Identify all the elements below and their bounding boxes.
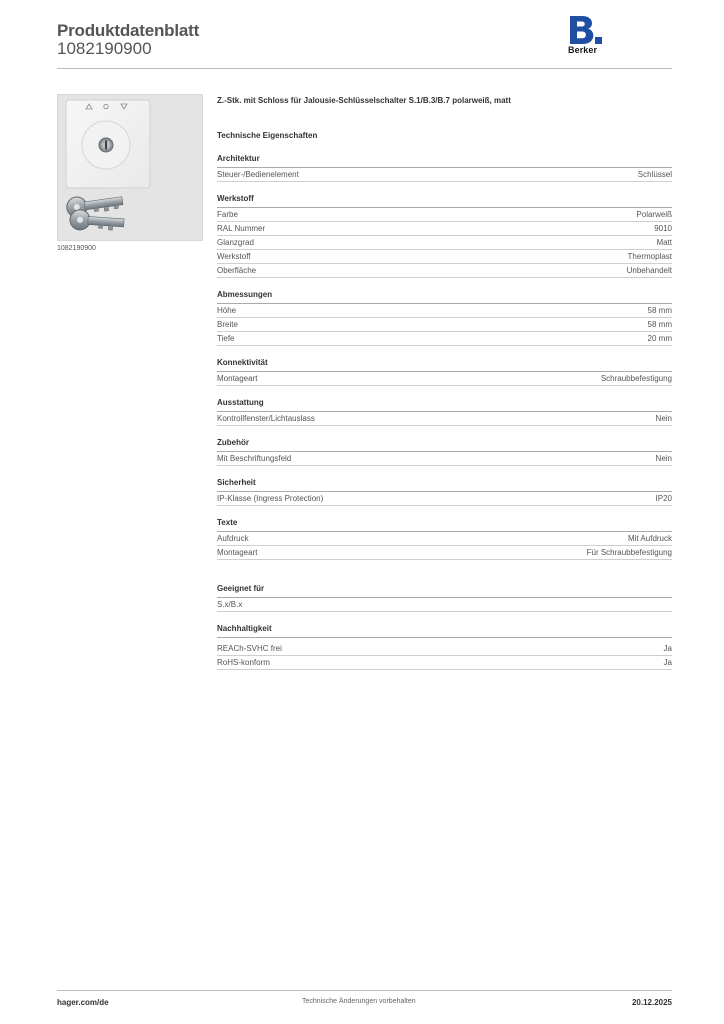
row-value: Polarweiß <box>636 210 672 219</box>
row-value: Schraubbefestigung <box>600 374 672 383</box>
row-label: Höhe <box>217 306 237 315</box>
row-value: 20 mm <box>647 334 672 343</box>
table-row <box>217 208 672 222</box>
row-value: Ja <box>663 658 672 667</box>
row-value: 58 mm <box>647 320 672 329</box>
logo-text: Berker <box>568 45 598 55</box>
table-row <box>217 318 672 332</box>
section-title: Konnektivität <box>217 357 672 372</box>
section-geeignet-fuer <box>217 583 672 612</box>
article-number: 1082190900 <box>57 39 152 58</box>
row-value: IP20 <box>655 494 672 503</box>
row-value: Schlüssel <box>637 170 672 179</box>
table-row <box>217 372 672 386</box>
row-label: RoHS-konform <box>217 658 270 667</box>
table-row <box>217 452 672 466</box>
table-row <box>217 222 672 236</box>
row-label: Steuer-/Bedienelement <box>217 170 299 179</box>
section-title: Sicherheit <box>217 477 672 492</box>
table-row <box>217 332 672 346</box>
row-label: Tiefe <box>217 334 235 343</box>
product-description: Z.-Stk. mit Schloss für Jalousie-Schlüsselschalter S.1/B.3/B.7 polarweiß, matt <box>217 96 511 105</box>
row-value: 58 mm <box>647 306 672 315</box>
footer-divider <box>57 990 672 991</box>
row-label: Montageart <box>217 548 258 557</box>
row-label: Mit Beschriftungsfeld <box>217 454 292 463</box>
row-value: Ja <box>663 644 672 653</box>
product-image <box>57 94 203 241</box>
table-row <box>217 546 672 560</box>
row-value: Thermoplast <box>627 252 672 261</box>
datasheet-content <box>217 95 672 670</box>
row-label: RAL Nummer <box>217 224 266 233</box>
section-texte <box>217 517 672 560</box>
page-title: Produktdatenblatt <box>57 21 200 40</box>
table-row <box>217 264 672 278</box>
section-abmessungen <box>217 289 672 346</box>
row-label: Breite <box>217 320 238 329</box>
row-value: Für Schraubbefestigung <box>586 548 672 557</box>
section-title: Abmessungen <box>217 289 672 304</box>
row-label: Oberfläche <box>217 266 257 275</box>
footer-notice: Technische Änderungen vorbehalten <box>302 998 416 1005</box>
section-ausstattung <box>217 397 672 426</box>
row-value: Unbehandelt <box>626 266 672 275</box>
table-row <box>217 236 672 250</box>
table-row <box>217 598 672 612</box>
section-title: Zubehör <box>217 437 672 452</box>
section-architektur <box>217 153 672 182</box>
row-value: 9010 <box>654 224 672 233</box>
section-title: Texte <box>217 517 672 532</box>
header-divider <box>57 68 672 69</box>
section-title: Ausstattung <box>217 397 672 412</box>
section-title: Nachhaltigkeit <box>217 623 672 638</box>
section-nachhaltigkeit <box>217 623 672 670</box>
table-row <box>217 492 672 506</box>
row-label: IP-Klasse (Ingress Protection) <box>217 494 324 503</box>
table-row <box>217 168 672 182</box>
row-label: S.x/B.x <box>217 600 243 609</box>
product-photo-icon <box>58 95 202 240</box>
footer-website-link[interactable]: hager.com/de <box>57 998 109 1007</box>
section-werkstoff <box>217 193 672 278</box>
tech-properties-heading: Technische Eigenschaften <box>217 131 318 140</box>
table-row <box>217 656 672 670</box>
row-value: Mit Aufdruck <box>627 534 672 543</box>
berker-logo-icon <box>568 15 602 45</box>
row-label: Aufdruck <box>217 534 249 543</box>
table-row <box>217 642 672 656</box>
table-row <box>217 304 672 318</box>
table-row <box>217 532 672 546</box>
footer-date: 20.12.2025 <box>631 998 672 1007</box>
section-zubehoer <box>217 437 672 466</box>
section-sicherheit <box>217 477 672 506</box>
brand-logo <box>566 15 606 57</box>
row-label: REACh-SVHC frei <box>217 644 282 653</box>
section-title: Geeignet für <box>217 583 672 598</box>
section-konnektivitaet <box>217 357 672 386</box>
row-value: Nein <box>655 454 672 463</box>
row-label: Kontrollfenster/Lichtauslass <box>217 414 315 423</box>
row-value: Nein <box>655 414 672 423</box>
row-value: Matt <box>656 238 672 247</box>
row-label: Farbe <box>217 210 238 219</box>
row-label: Glanzgrad <box>217 238 254 247</box>
table-row <box>217 250 672 264</box>
row-label: Montageart <box>217 374 258 383</box>
row-label: Werkstoff <box>217 252 251 261</box>
section-title: Werkstoff <box>217 193 672 208</box>
section-title: Architektur <box>217 153 672 168</box>
table-row <box>217 412 672 426</box>
image-caption: 1082190900 <box>57 245 96 252</box>
